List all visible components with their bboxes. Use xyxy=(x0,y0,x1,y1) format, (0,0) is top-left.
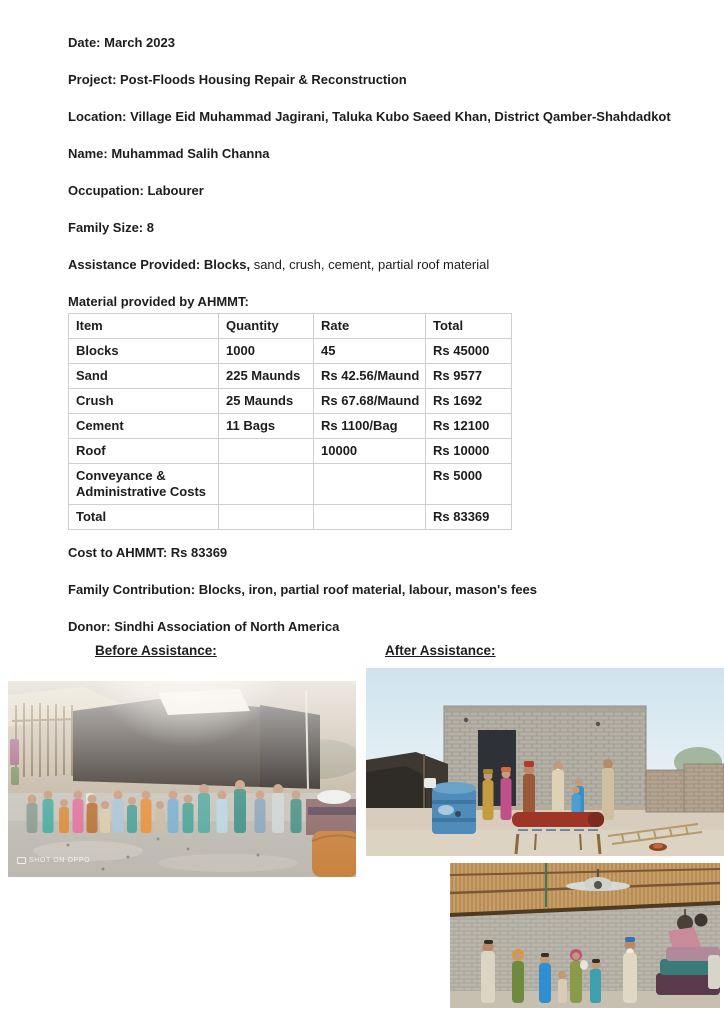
cell-quantity xyxy=(219,505,314,530)
cell-rate: Rs 67.68/Maund xyxy=(314,389,426,414)
cell-total: Rs 9577 xyxy=(426,364,512,389)
field-assistance-provided: Assistance Provided: Blocks, sand, crush, cement, partial roof material xyxy=(68,257,490,272)
cell-rate: Rs 1100/Bag xyxy=(314,414,426,439)
col-header-total: Total xyxy=(426,314,512,339)
cell-rate: Rs 42.56/Maund xyxy=(314,364,426,389)
table-row xyxy=(69,389,512,414)
field-occupation: Occupation: Labourer xyxy=(68,183,204,198)
field-family-size: Family Size: 8 xyxy=(68,220,154,235)
cell-total: Rs 5000 xyxy=(426,464,512,505)
table-row xyxy=(69,439,512,464)
cell-total: Rs 45000 xyxy=(426,339,512,364)
field-family-contribution: Family Contribution: Blocks, iron, partial roof material, labour, mason's fees xyxy=(68,582,538,597)
cell-quantity xyxy=(219,464,314,505)
cell-rate: 45 xyxy=(314,339,426,364)
table-header-row xyxy=(69,314,512,339)
cell-item: Cement xyxy=(69,414,219,439)
interior-photo-graphic xyxy=(450,863,720,1008)
before-photo-graphic xyxy=(8,681,356,877)
field-cost: Cost to AHMMT: Rs 83369 xyxy=(68,545,228,560)
after-assistance-heading: After Assistance: xyxy=(385,643,496,658)
report-body xyxy=(68,34,718,655)
cell-total: Rs 10000 xyxy=(426,439,512,464)
photo-watermark: SHOT ON OPPO xyxy=(17,857,90,864)
table-row xyxy=(69,364,512,389)
field-name: Name: Muhammad Salih Channa xyxy=(68,146,270,161)
table-row xyxy=(69,414,512,439)
photo-after-assistance xyxy=(366,668,724,856)
photo-interior-house xyxy=(450,863,720,1008)
cell-item: Crush xyxy=(69,389,219,414)
cell-quantity: 225 Maunds xyxy=(219,364,314,389)
col-header-item: Item xyxy=(69,314,219,339)
cell-rate xyxy=(314,505,426,530)
field-project: Project: Post-Floods Housing Repair & Reconstruction xyxy=(68,72,407,87)
cell-quantity xyxy=(219,439,314,464)
table-title: Material provided by AHMMT: xyxy=(68,294,249,309)
cell-total: Rs 1692 xyxy=(426,389,512,414)
table-row xyxy=(69,464,512,505)
field-location: Location: Village Eid Muhammad Jagirani, Taluka Kubo Saeed Khan, District Qamber-Shahdadkot xyxy=(68,109,671,124)
cell-item: Conveyance & Administrative Costs xyxy=(69,464,219,505)
after-photo-graphic xyxy=(366,668,724,856)
cell-quantity: 1000 xyxy=(219,339,314,364)
field-donor: Donor: Sindhi Association of North America xyxy=(68,619,340,634)
cell-quantity: 11 Bags xyxy=(219,414,314,439)
cell-item: Roof xyxy=(69,439,219,464)
cell-rate: 10000 xyxy=(314,439,426,464)
col-header-quantity: Quantity xyxy=(219,314,314,339)
field-date: Date: March 2023 xyxy=(68,35,175,50)
table-row xyxy=(69,339,512,364)
cell-item: Sand xyxy=(69,364,219,389)
cell-total: Rs 12100 xyxy=(426,414,512,439)
cell-quantity: 25 Maunds xyxy=(219,389,314,414)
cell-total: Rs 83369 xyxy=(426,505,512,530)
before-assistance-heading: Before Assistance: xyxy=(95,643,217,658)
cell-rate xyxy=(314,464,426,505)
cell-item: Total xyxy=(69,505,219,530)
col-header-rate: Rate xyxy=(314,314,426,339)
camera-icon xyxy=(17,857,26,864)
materials-table xyxy=(68,313,512,530)
photo-before-assistance xyxy=(8,681,356,877)
cell-item: Blocks xyxy=(69,339,219,364)
table-row xyxy=(69,505,512,530)
